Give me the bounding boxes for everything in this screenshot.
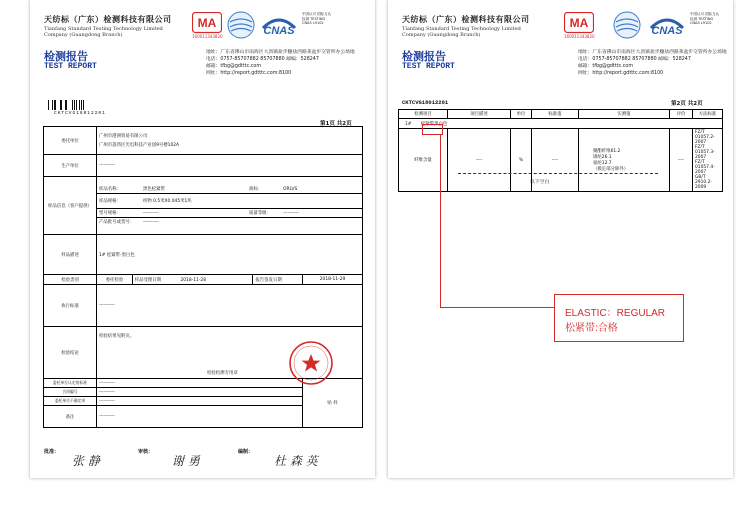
standard-label: 执行标准 [44,285,97,327]
evaluation: ---- [670,129,693,192]
page-number: 第2页 共2页 [671,101,703,107]
method-cell [693,129,723,192]
company-name-en: Tianfang Standard Testing Technology Limited Company (Guangdong Branch) [44,26,163,38]
tail-value-3: ---------- [97,397,303,406]
report-title-cn: 检测报告 [402,50,446,63]
unit: % [511,129,532,192]
tail-label-3: 委托单位不确定项 [44,397,97,406]
svg-text:CNAS: CNAS [651,25,683,37]
test-result-table [398,109,723,192]
test-item: 纤维含量 [399,129,448,192]
received-date: 2018-11-28 [180,277,206,283]
method-line: FZ/T 01057.3-2007 [695,145,715,160]
callout-connector [440,307,554,308]
report-title-en: TEST REPORT [44,62,97,71]
report-title-en: TEST REPORT [402,62,455,71]
measured-line: 聚酯纤维61.2 [593,149,621,154]
batch-value: ---------- [143,219,159,225]
tail-value-1: ---------- [97,379,303,388]
company-name-en: Tianfang Standard Testing Technology Limited Company (Guangdong Branch) [402,26,521,38]
conclusion-label: 检验结论 [44,327,97,379]
received-date-label-text: 样品受理日期 [134,277,162,283]
approve-signature: 张 静 [72,454,100,468]
col-header: 检测项目 [399,110,448,119]
col-header: 方法标准 [693,110,723,119]
item-desc: ---- [448,129,511,192]
received-date-label [132,275,253,285]
callout-line-cn: 松紧带:合格 [565,323,618,334]
col-header: 项目描述 [448,110,511,119]
approve-label: 批准： [44,449,60,455]
svg-text:CNAS: CNAS [263,25,295,37]
callout-connector [440,134,441,307]
conclusion-value: 检验结果见附页。 [99,334,135,339]
address-line: 地址：广东省佛山市南海区大沥镇盐步穗盐西路莱盆步交管所办公场地 [578,50,727,55]
table-header-row [399,110,723,119]
end-divider [458,173,658,174]
cnas-caption: 中国认可 国际互认 检测 TESTING CNAS L9102 [302,12,332,25]
grade-value: ---------- [281,209,362,218]
measured-cell [579,129,670,192]
report-number: CKTCVG18012201 [402,99,449,106]
report-barcode [48,100,118,110]
standard-value: ---- [532,129,579,192]
sample-info-cell [97,177,363,235]
prepare-signature: 杜 森 英 [274,454,318,468]
sample-color: 黑白色 [434,121,448,127]
col-header: 单位 [511,110,532,119]
website-line: 网址：http://report.gdtttc.com:8100 [206,71,292,76]
col-header: 评价 [670,110,693,119]
sample-name-value: 黑色松紧带 [141,185,247,194]
tail-value-2: ---------- [97,388,303,397]
col-header: 标准值 [532,110,579,119]
ma-cert-number: 160011343820 [192,34,223,39]
callout-line-en: ELASTIC：REGULAR [565,308,666,319]
tail-label-1: 委托单位认定的标准 [44,379,97,388]
barcode-text: CKTCVG18012201 [54,111,106,116]
report-page-1 [30,0,375,478]
seal-caption: 检验检测专用章 [207,371,238,376]
test-category-value: 委托检验 [97,275,133,285]
blank-below-note: 以下空白 [530,180,550,185]
phone-line: 电话：0757-85707882 85707880 邮编：528247 [206,57,319,62]
official-red-stamp-icon [288,340,334,386]
cnas-caption: 中国认可 国际互认 检测 TESTING CNAS L9102 [690,12,720,25]
callout-box [554,294,684,342]
email-line: 邮箱：tfbg@gdtttc.com [578,64,633,69]
measured-line: 锦纶26.1 [593,155,612,160]
cnas-logo-icon [648,10,686,40]
batch-key: 产品批号或货号： [99,220,135,225]
method-line: GB/T 2910.2-2009 [695,175,712,190]
spec-key: 样品规格： [97,194,141,209]
company-name-cn: 天纺标（广东）检测科技有限公司 [44,15,172,24]
prepare-label: 编制： [238,449,254,455]
sample-name-key: 样品名称： [97,185,141,194]
model-key: 型号规格： [97,209,141,218]
review-signature: 谢 勇 [172,454,200,468]
brand-value: ORLVS [281,185,362,194]
contact-block [578,49,728,77]
spec-value: 织物 0.5米X0.045米1块 [141,194,362,209]
client-cell [97,127,363,155]
company-name-cn: 天纺标（广东）检测科技有限公司 [402,15,530,24]
client-label: 委托单位 [44,127,97,155]
measured-line: （模定部分除外） [593,167,629,172]
brand-key: 商标： [247,185,281,194]
sample-info-label: 样品信息（客户提供） [44,177,97,235]
sample-row [399,119,723,129]
ilac-mra-logo-icon [226,10,256,40]
issue-date-label: 报告签发日期 [253,275,303,285]
sample-desc-value: 1# 松紧带-黑白色 [97,235,363,275]
remark-label: 备注 [44,406,97,428]
client-name: 广州市港洲贸易有限公司 [99,134,148,139]
barcode-bar [84,100,85,110]
remark-value: ---------- [97,406,303,428]
cnas-logo-icon [260,10,298,40]
method-line: FZ/T 01057.2-2007 [695,130,715,145]
sample-desc-label: 样品描述 [44,235,97,275]
producer-value: ---------- [97,155,363,177]
method-line: FZ/T 01057.4-2007 [695,160,715,175]
producer-label: 生产单位 [44,155,97,177]
contact-block [206,49,366,77]
website-line: 网址：http://report.gdtttc.com:8100 [578,71,664,76]
ma-cert-number: 160011343820 [564,34,595,39]
ilac-mra-logo-icon [612,10,642,40]
client-address: 广州市荔湾区光电科技产业园9号楼102A [99,143,180,148]
issue-date: 2018-11-29 [303,275,363,285]
stamp-area-label: 贴 样 [303,379,363,428]
address-line: 地址：广东省佛山市南海区大沥镇盐步穗盐西路莱盆步交管所办公场地 [206,50,355,55]
model-value: ---------- [141,209,247,218]
sample-name: 松紧带 [420,121,435,127]
page-number: 第1页 共2页 [320,121,352,127]
table-row [399,129,723,192]
report-title-cn: 检测报告 [44,50,88,63]
grade-key: 质量等级： [247,209,281,218]
col-header: 实测值 [579,110,670,119]
test-category-label: 检验类别 [44,275,97,285]
sample-row-cell [399,119,723,129]
phone-line: 电话：0757-85707882 85707880 邮编：528247 [578,57,691,62]
email-line: 邮箱：tfbg@gdtttc.com [206,64,261,69]
svg-text:MA: MA [569,16,589,30]
review-label: 审核： [138,449,154,455]
standard-value: ---------- [97,285,363,327]
measured-line: 氨纶12.7 [593,161,612,166]
tail-label-2: 合同编号 [44,388,97,397]
sample-no: 1# [405,121,412,127]
svg-text:MA: MA [197,16,217,30]
